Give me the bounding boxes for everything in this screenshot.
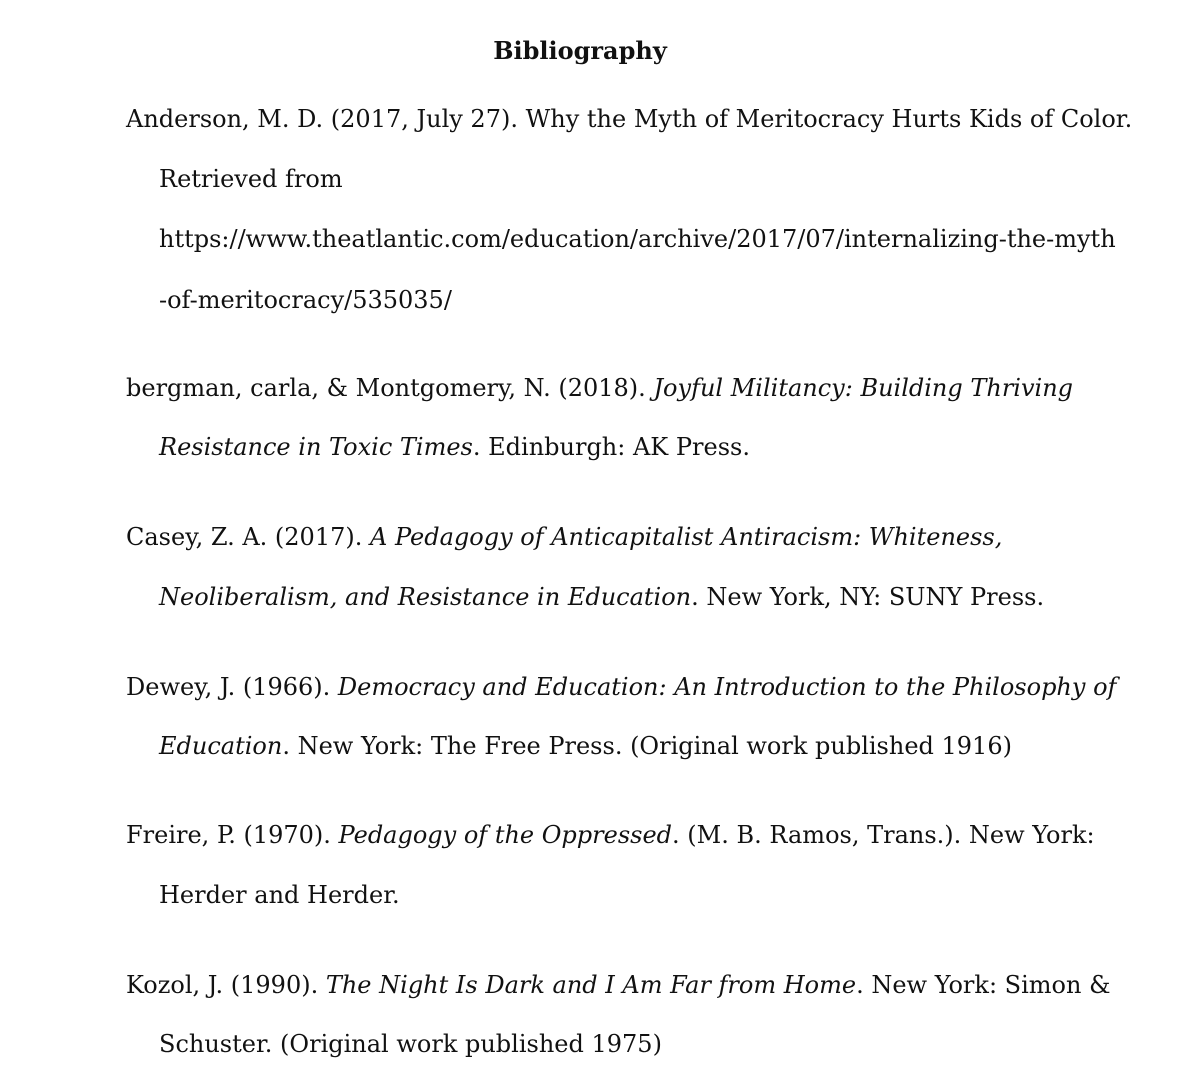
page-title: Bibliography — [493, 36, 667, 65]
bib-entry-bergman-line-2 — [159, 430, 750, 464]
bib-entry-title: A Pedagogy of Anticapitalist Antiracism: Whiteness, — [369, 523, 1003, 551]
bib-entry-authors: Kozol, J. (1990). — [126, 971, 326, 999]
bib-entry-casey-line-1 — [126, 520, 1002, 554]
bib-entry-authors: Dewey, J. (1966). — [126, 673, 338, 701]
bib-entry-title: Resistance in Toxic Times — [159, 433, 473, 461]
bib-entry-authors: Freire, P. (1970). — [126, 821, 339, 849]
bib-entry-title: Neoliberalism, and Resistance in Education — [159, 583, 692, 611]
bib-entry-publisher: . New York, NY: SUNY Press. — [691, 583, 1045, 611]
bib-entry-dewey-line-2 — [159, 729, 1012, 763]
bib-entry-title: The Night Is Dark and I Am Far from Home — [325, 971, 857, 999]
bib-entry-kozol-line-1 — [126, 968, 1110, 1002]
bib-entry-publisher: . (M. B. Ramos, Trans.). New York: — [672, 821, 1095, 849]
bib-entry-title: Democracy and Education: An Introduction to the Philosophy of — [337, 673, 1117, 701]
bib-entry-bergman-line-1 — [126, 371, 1073, 405]
bib-entry-kozol-line-2: Schuster. (Original work published 1975) — [159, 1030, 662, 1058]
bib-entry-publisher: . Edinburgh: AK Press. — [472, 433, 750, 461]
bib-entry-title: Pedagogy of the Oppressed — [338, 821, 673, 849]
bib-entry-title: Education — [159, 732, 283, 760]
bib-entry-title: Joyful Militancy: Building Thriving — [653, 374, 1074, 402]
bib-entry-freire-line-2: Herder and Herder. — [159, 881, 400, 909]
bib-entry-casey-line-2 — [159, 580, 1044, 614]
bib-entry-anderson-line-1: Anderson, M. D. (2017, July 27). Why the Myth of Meritocracy Hurts Kids of Color. — [126, 105, 1133, 133]
bib-entry-authors: Casey, Z. A. (2017). — [126, 523, 370, 551]
bib-entry-authors: bergman, carla, & Montgomery, N. (2018). — [126, 374, 654, 402]
bib-entry-dewey-line-1 — [126, 670, 1116, 704]
bib-entry-freire-line-1 — [126, 818, 1095, 852]
bib-entry-publisher: . New York: Simon & — [856, 971, 1111, 999]
bib-entry-publisher: . New York: The Free Press. (Original work published 1916) — [282, 732, 1012, 760]
bib-entry-anderson-url: https://www.theatlantic.com/education/archive/2017/07/internalizing-the-myth — [159, 225, 1116, 253]
bib-entry-anderson-url-cont: -of-meritocracy/535035/ — [159, 286, 452, 314]
bib-entry-anderson-line-2: Retrieved from — [159, 165, 343, 193]
